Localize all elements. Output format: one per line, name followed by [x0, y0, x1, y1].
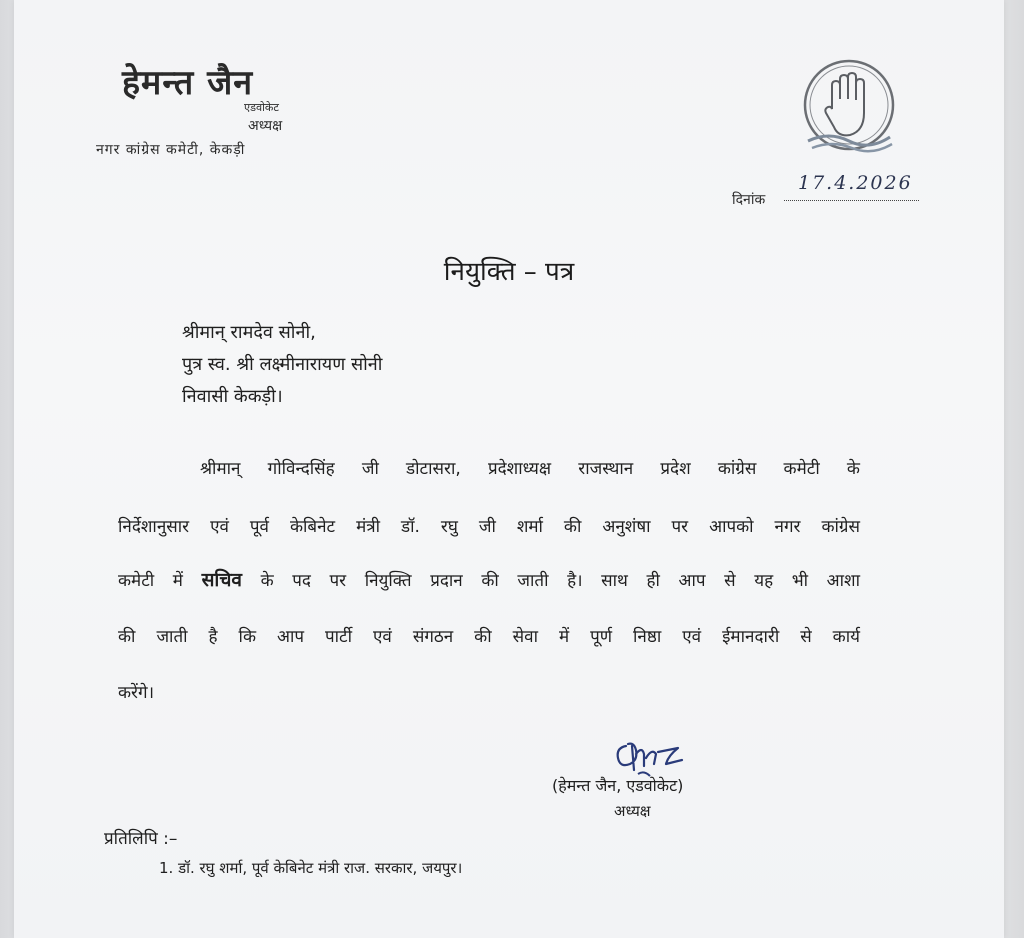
addressee-line-2: पुत्र स्व. श्री लक्ष्मीनारायण सोनी — [182, 354, 383, 375]
signatory-title: अध्यक्ष — [614, 802, 651, 820]
appointment-post: सचिव — [201, 569, 242, 591]
date-value: 17.4.2026 — [798, 172, 913, 194]
letter-title: नियुक्ति – पत्र — [443, 257, 575, 287]
copy-item-1: 1. डॉ. रघु शर्मा, पूर्व केबिनेट मंत्री राज. सरकार, जयपुर। — [159, 859, 463, 877]
letterhead-name: हेमन्त जैन — [122, 63, 254, 103]
body-line-4: की जाती है कि आप पार्टी एवं संगठन की सेवा में पूर्ण निष्ठा एवं ईमानदारी से कार्य — [118, 627, 860, 647]
body-line-3-pre: कमेटी में — [118, 571, 183, 591]
body-line-2: निर्देशानुसार एवं पूर्व केबिनेट मंत्री डॉ. रघु जी शर्मा की अनुशंषा पर आपको नगर कांग्रेस — [118, 517, 860, 537]
letterhead-position: अध्यक्ष — [248, 118, 283, 134]
copy-heading: प्रतिलिपि :– — [104, 829, 178, 849]
signatory-name: (हेमन्त जैन, एडवोकेट) — [552, 776, 684, 795]
body-line-5: करेंगे। — [118, 683, 155, 703]
body-line-3 — [118, 566, 860, 592]
letterhead-committee: नगर कांग्रेस कमेटी, केकड़ी — [96, 142, 246, 158]
addressee-line-3: निवासी केकड़ी। — [182, 386, 283, 407]
addressee-line-1: श्रीमान् रामदेव सोनी, — [182, 322, 316, 343]
congress-hand-icon — [794, 55, 904, 165]
letterhead-designation: एडवोकेट — [244, 101, 279, 114]
body-line-1: श्रीमान् गोविन्दसिंह जी डोटासरा, प्रदेशाध्यक्ष राजस्थान प्रदेश कांग्रेस कमेटी के — [200, 459, 860, 479]
letter-sheet — [14, 0, 1004, 938]
date-label: दिनांक — [732, 192, 766, 208]
body-line-3-post: के पद पर नियुक्ति प्रदान की जाती है। साथ ही आप से यह भी आशा — [260, 571, 861, 591]
date-dotted-line — [784, 200, 919, 201]
